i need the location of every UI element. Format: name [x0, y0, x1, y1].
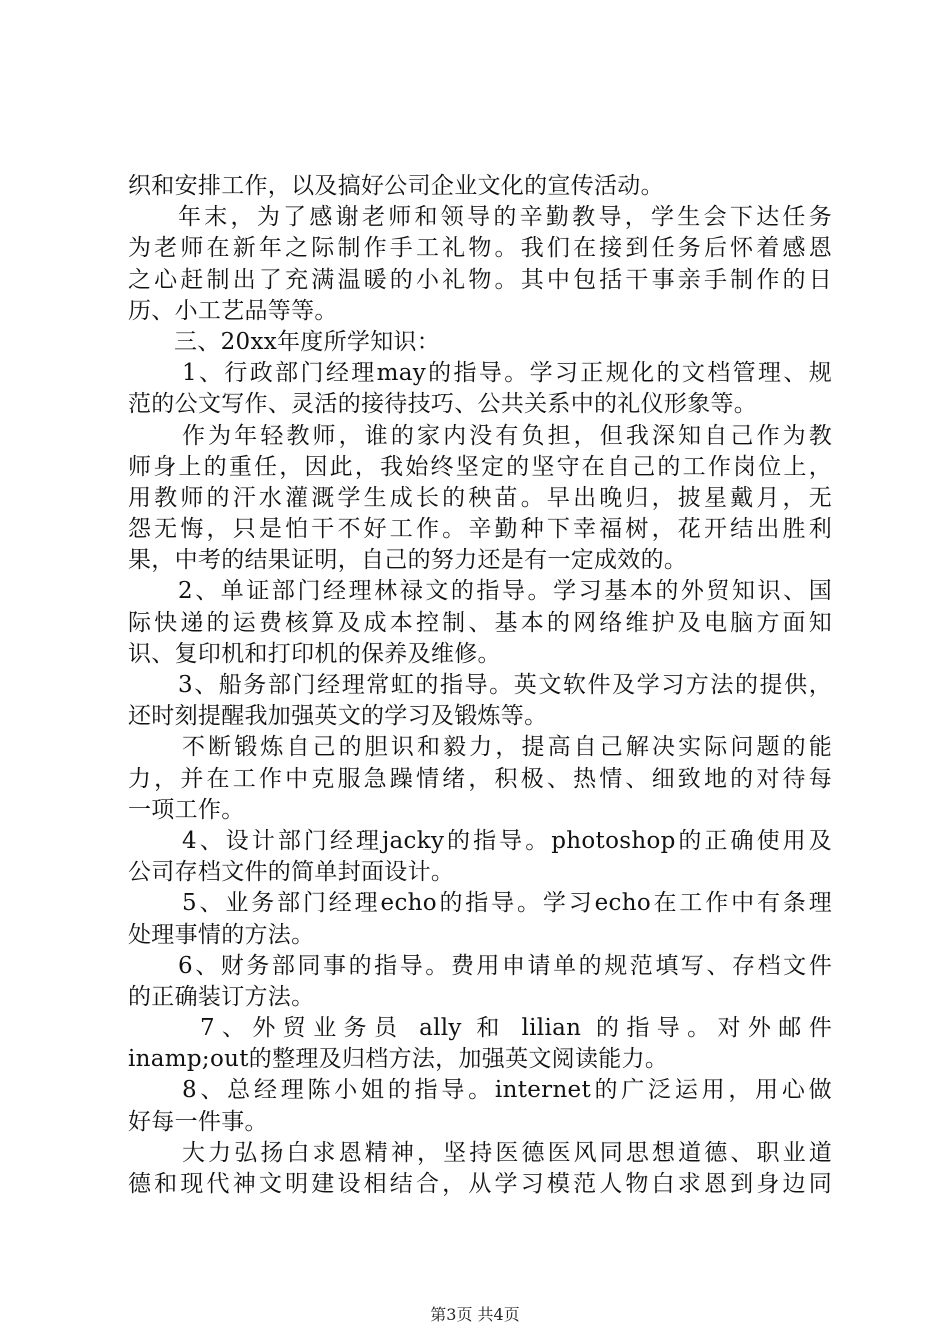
text-line: 师身上的重任，因此，我始终坚定的坚守在自己的工作岗位上， [128, 453, 832, 480]
text-line: 7、外贸业务员 ally 和 lilian 的指导。对外邮件 [200, 1015, 832, 1042]
text-line: 为老师在新年之际制作手工礼物。我们在接到任务后怀着感恩 [128, 235, 832, 262]
page-number-footer: 第3页 共4页 [430, 1305, 520, 1324]
text-line: 历、小工艺品等等。 [128, 297, 338, 324]
text-line: 一项工作。 [128, 796, 245, 823]
text-line: 还时刻提醒我加强英文的学习及锻炼等。 [128, 703, 548, 730]
text-line: 5、业务部门经理echo的指导。学习echo在工作中有条理 [182, 890, 832, 917]
text-line: 织和安排工作，以及搞好公司企业文化的宣传活动。 [128, 173, 664, 199]
text-line: 之心赶制出了充满温暖的小礼物。其中包括干事亲手制作的日 [128, 266, 832, 293]
text-line: 果，中考的结果证明，自己的努力还是有一定成效的。 [128, 547, 688, 574]
text-line: 年末，为了感谢老师和领导的辛勤教导，学生会下达任务 [178, 204, 832, 231]
text-line: 识、复印机和打印机的保养及维修。 [128, 640, 501, 667]
text-line: 作为年轻教师，谁的家内没有负担，但我深知自己作为教 [182, 422, 832, 449]
text-line: 8、总经理陈小姐的指导。internet的广泛运用，用心做 [182, 1077, 832, 1104]
text-line: 的正确装订方法。 [128, 983, 315, 1010]
text-line: 处理事情的方法。 [128, 921, 315, 948]
text-line: 怨无悔，只是怕干不好工作。辛勤种下幸福树，花开结出胜利 [128, 516, 832, 543]
text-line: 际快递的运费核算及成本控制、基本的网络维护及电脑方面知 [128, 609, 832, 636]
text-line: 不断锻炼自己的胆识和毅力，提高自己解决实际问题的能 [182, 734, 832, 761]
text-line: 2、单证部门经理林禄文的指导。学习基本的外贸知识、国 [178, 578, 832, 605]
text-line: 德和现代神文明建设相结合，从学习模范人物白求恩到身边同 [128, 1171, 832, 1197]
text-line: 3、船务部门经理常虹的指导。英文软件及学习方法的提供， [178, 672, 832, 698]
document-body [128, 171, 832, 1200]
text-line: 6、财务部同事的指导。费用申请单的规范填写、存档文件 [178, 952, 832, 979]
text-line: 1、行政部门经理may的指导。学习正规化的文档管理、规 [182, 360, 832, 387]
text-line: 4、设计部门经理jacky的指导。photoshop的正确使用及 [182, 827, 832, 854]
text-line: 公司存档文件的简单封面设计。 [128, 859, 455, 886]
text-line: 范的公文写作、灵活的接待技巧、公共关系中的礼仪形象等。 [128, 391, 758, 418]
text-line: 大力弘扬白求恩精神，坚持医德医风同思想道德、职业道 [182, 1139, 832, 1166]
text-line: inamp;out的整理及归档方法，加强英文阅读能力。 [128, 1046, 669, 1073]
text-line: 用教师的汗水灌溉学生成长的秧苗。早出晚归，披星戴月，无 [128, 484, 832, 511]
text-line: 力，并在工作中克服急躁情绪，积极、热情、细致地的对待每 [128, 765, 832, 792]
text-line: 好每一件事。 [128, 1108, 268, 1135]
section-heading: 三、20xx年度所学知识： [174, 328, 441, 355]
